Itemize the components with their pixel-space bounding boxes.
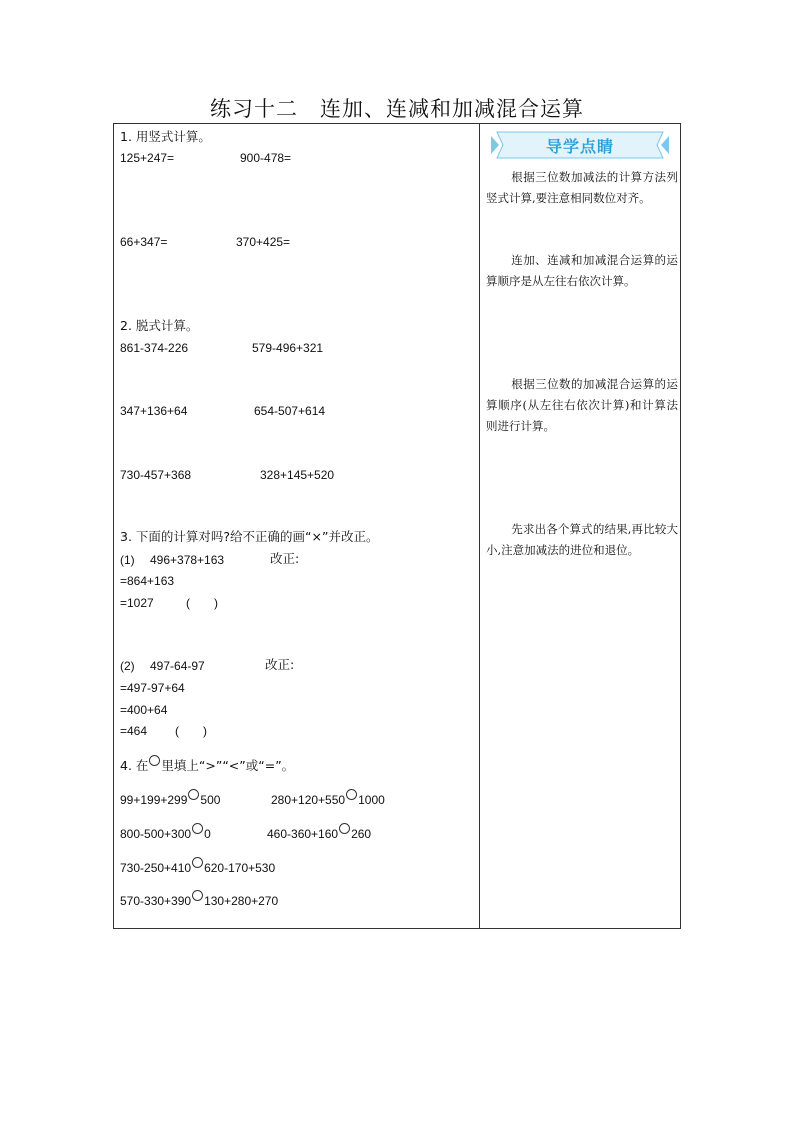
q2-item: 579-496+321: [252, 341, 324, 355]
guide-banner-title: 导学点睛: [545, 137, 614, 156]
compare-circle[interactable]: [339, 823, 350, 834]
compare-circle[interactable]: [192, 890, 203, 901]
compare-circle[interactable]: [346, 789, 357, 800]
q3-p2-step: =464: [120, 724, 148, 738]
q4-heading-pre: 4. 在: [120, 758, 149, 773]
q2-item: 654-507+614: [254, 404, 326, 418]
q4-row: [120, 823, 211, 841]
q3-p2-number: (2): [120, 659, 135, 673]
q4-right-expression: 0: [204, 827, 211, 841]
q1-item: 125+247=: [120, 151, 175, 165]
q4-left-expression: 800-500+300: [120, 827, 192, 841]
q3-p1-step: =864+163: [120, 574, 175, 588]
q1-item: 900-478=: [240, 151, 292, 165]
q1-heading: 1. 用竖式计算。: [120, 129, 211, 144]
q3-p2-step: =497-97+64: [120, 681, 185, 695]
q2-item: 730-457+368: [120, 468, 192, 482]
q1-item: 370+425=: [236, 235, 291, 249]
q3-p2-expression: 497-64-97: [150, 659, 205, 673]
q3-p2-step: =400+64: [120, 703, 168, 717]
q4-left-expression: 570-330+390: [120, 894, 192, 908]
q4-left-expression: 730-250+410: [120, 861, 192, 875]
q4-row: [267, 823, 371, 841]
compare-circle[interactable]: [192, 857, 203, 868]
q3-p1-number: (1): [120, 553, 135, 567]
q4-row: [120, 857, 275, 875]
q3-p2-fix-label: 改正:: [265, 657, 295, 672]
page-title: 练习十二 连加、连减和加减混合运算: [210, 97, 584, 121]
compare-circle[interactable]: [192, 823, 203, 834]
q2-item: 328+145+520: [260, 468, 335, 482]
q4-left-expression: 460-360+160: [267, 827, 339, 841]
q1-item: 66+347=: [120, 235, 168, 249]
q3-heading: 3. 下面的计算对吗?给不正确的画“×”并改正。: [120, 529, 379, 544]
q4-right-expression: 620-170+530: [204, 861, 276, 875]
q3-p2-answer-box[interactable]: ( ): [175, 724, 207, 738]
q4-right-expression: 260: [351, 827, 372, 841]
q4-row: [120, 789, 220, 807]
q2-item: 861-374-226: [120, 341, 189, 355]
q3-p1-answer-box[interactable]: ( ): [186, 596, 218, 610]
q3-p1-expression: 496+378+163: [150, 553, 225, 567]
compare-circle[interactable]: [188, 789, 199, 800]
guide-tip: 连加、连减和加减混合运算的运算顺序是从左往右依次计算。: [486, 253, 678, 288]
q4-right-expression: 500: [200, 793, 221, 807]
guide-tip: 先求出各个算式的结果,再比较大小,注意加减法的进位和退位。: [486, 522, 678, 557]
q3-p1-step: =1027: [120, 596, 154, 610]
q4-heading: [120, 755, 294, 773]
q4-row: [120, 890, 278, 908]
q4-left-expression: 280+120+550: [271, 793, 346, 807]
q4-row: [271, 789, 385, 807]
column-divider: [479, 123, 480, 929]
q4-heading-post: 里填上“>”“<”或“=”。: [161, 758, 295, 773]
q4-right-expression: 1000: [358, 793, 385, 807]
guide-tip: 根据三位数的加减混合运算的运算顺序(从左往右依次计算)和计算法则进行计算。: [486, 377, 678, 433]
guide-tip: 根据三位数加减法的计算方法列竖式计算,要注意相同数位对齐。: [486, 170, 678, 205]
q3-p1-fix-label: 改正:: [270, 551, 300, 566]
q2-heading: 2. 脱式计算。: [120, 318, 199, 333]
circle-icon: [149, 755, 160, 766]
q4-right-expression: 130+280+270: [204, 894, 279, 908]
q4-left-expression: 99+199+299: [120, 793, 188, 807]
q2-item: 347+136+64: [120, 404, 188, 418]
